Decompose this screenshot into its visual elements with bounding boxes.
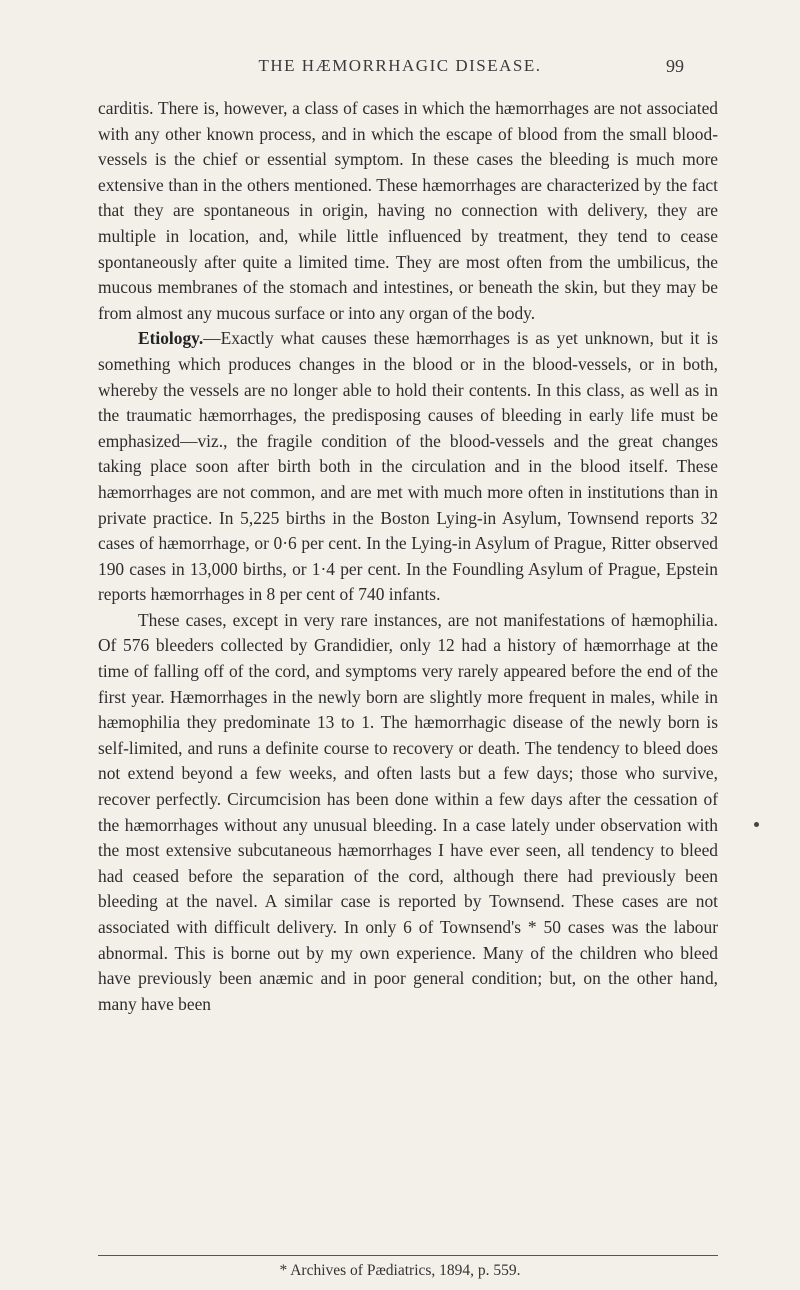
footnote: * Archives of Pædiatrics, 1894, p. 559.: [279, 1262, 521, 1279]
paragraph-text: carditis. There is, however, a class of cases in which the hæmorrhages are not associated with any other known process, and in which the escape of blood from the small blood-vessels is the chief or essential symptom. In these cases the bleeding is much more extensive than in the others mentioned. These hæmorrhages are characterized by the fact that they are spontaneous in origin, having no connection with delivery, they are multiple in location, and, while little influenced by treatment, they tend to cease spontaneously after quite a limited time. They are most often from the umbilicus, the mucous membranes of the stomach and intestines, or beneath the skin, but they may be from almost any mucous surface or into any organ of the body.: [98, 98, 718, 323]
page-number: 99: [666, 56, 684, 76]
paragraph-carditis: [98, 96, 718, 326]
margin-mark: [754, 822, 759, 827]
footnote-rule: [98, 1255, 718, 1256]
paragraph-text: These cases, except in very rare instances, are not manifestations of hæmophilia. Of 576 bleeders collected by Grandidier, only 12 had a history of hæmorrhage at the time of falling off of the cord, and symptoms very rarely appeared before the end of the first year. Hæmorrhages in the newly born are slightly more frequent in males, while in hæmophilia they predominate 13 to 1. The hæmorrhagic disease of the newly born is self-limited, and runs a definite course to recovery or death. The tendency to bleed does not extend beyond a few weeks, and often lasts but a few days; those who survive, recover perfectly. Circumcision has been done within a few days after the cessation of the hæmorrhages without any unusual bleeding. In a case lately under observation with the most extensive subcutaneous hæmorrhages I have ever seen, all tendency to bleed had ceased before the separation of the cord, although there had previously been bleeding at the navel. A similar case is reported by Townsend. These cases are not associated with difficult delivery. In only 6 of Townsend's * 50 cases was the labour abnormal. This is borne out by my own experience. Many of the children who bleed have previously been anæmic and in poor general condition; but, on the other hand, many have been: [98, 609, 718, 1014]
etiology-heading: Etiology.: [138, 328, 204, 349]
running-head: [0, 56, 800, 86]
running-title: THE HÆMORRHAGIC DISEASE.: [258, 56, 542, 75]
paragraph-etiology: [98, 326, 718, 608]
body-text: [98, 96, 718, 1017]
paragraph-haemophilia: [98, 608, 718, 1018]
paragraph-text: —Exactly what causes these hæmorrhages is as yet unknown, but it is something which produces changes in the blood or in the blood-vessels, or in both, whereby the vessels are no longer able to hold their contents. In this class, as well as in the traumatic hæmorrhages, the predisposing causes of bleeding in early life must be emphasized—viz., the fragile condition of the blood-vessels and the great changes taking place soon after birth both in the circulation and in the blood itself. These hæmorrhages are not common, and are met with much more often in institutions than in private practice. In 5,225 births in the Boston Lying-in Asylum, Townsend reports 32 cases of hæmorrhage, or 0·6 per cent. In the Lying-in Asylum of Prague, Ritter observed 190 cases in 13,000 births, or 1·4 per cent. In the Foundling Asylum of Prague, Epstein reports hæmorrhages in 8 per cent of 740 infants.: [98, 328, 718, 605]
